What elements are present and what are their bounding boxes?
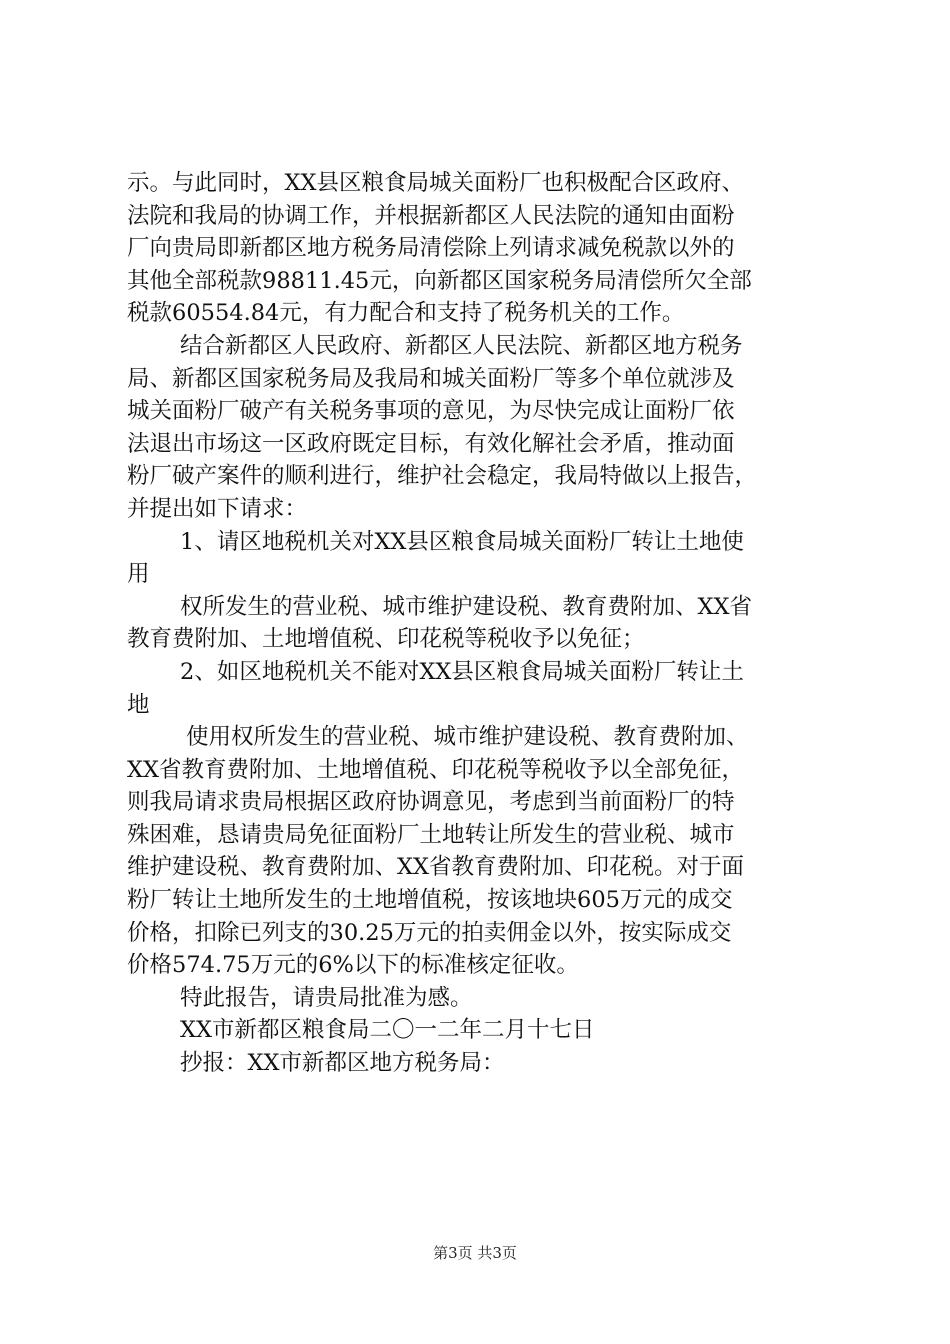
text-line: XX省教育费附加、土地增值税、印花税等税收予以全部免征， <box>127 756 745 783</box>
text-line: 城关面粉厂破产有关税务事项的意见，为尽快完成让面粉厂依 <box>127 398 735 425</box>
document-body <box>127 167 842 1080</box>
closing-line: 特此报告，请贵局批准为感。 <box>180 984 473 1011</box>
text-line: 粉厂破产案件的顺利进行，维护社会稳定，我局特做以上报告， <box>127 463 758 490</box>
text-line: 税款60554.84元，有力配合和支持了税务机关的工作。 <box>127 300 685 327</box>
text-line: 示。与此同时，XX县区粮食局城关面粉厂也积极配合区政府、 <box>127 170 745 196</box>
text-line: 法院和我局的协调工作，并根据新都区人民法院的通知由面粉 <box>127 202 735 229</box>
cc-line: 抄报：XX市新都区地方税务局： <box>180 1050 505 1077</box>
text-line: 地 <box>127 691 150 718</box>
request-item-2: 2、如区地税机关不能对XX县区粮食局城关面粉厂转让土 <box>180 658 744 685</box>
signature-date-line: XX市新都区粮食局二〇一二年二月十七日 <box>180 1017 595 1044</box>
text-line: 殊困难，恳请贵局免征面粉厂土地转让所发生的营业税、城市 <box>127 821 735 848</box>
text-line: 权所发生的营业税、城市维护建设税、教育费附加、XX省 <box>180 593 753 620</box>
text-line: 并提出如下请求： <box>127 495 308 522</box>
text-line: 粉厂转让土地所发生的土地增值税，按该地块605万元的成交 <box>127 887 733 914</box>
text-line: 教育费附加、土地增值税、印花税等税收予以免征； <box>127 626 645 653</box>
text-line: 价格574.75万元的6%以下的标准核定征收。 <box>127 952 579 979</box>
text-line: 用 <box>127 561 150 588</box>
text-line: 厂向贵局即新都区地方税务局清偿除上列请求减免税款以外的 <box>127 235 735 262</box>
paragraph-start-line: 结合新都区人民政府、新都区人民法院、新都区地方税务 <box>180 332 743 359</box>
request-item-1: 1、请区地税机关对XX县区粮食局城关面粉厂转让土地使 <box>180 528 744 555</box>
text-line: 则我局请求贵局根据区政府协调意见，考虑到当前面粉厂的特 <box>127 789 735 816</box>
page-footer: 第3页 共3页 <box>433 1244 517 1262</box>
text-line: 维护建设税、教育费附加、XX省教育费附加、印花税。对于面 <box>127 854 745 881</box>
text-line: 使用权所发生的营业税、城市维护建设税、教育费附加、 <box>186 724 749 751</box>
text-line: 价格，扣除已列支的30.25万元的拍卖佣金以外，按实际成交 <box>127 919 732 946</box>
text-line: 局、新都区国家税务局及我局和城关面粉厂等多个单位就涉及 <box>127 365 735 392</box>
text-line: 其他全部税款98811.45元，向新都区国家税务局清偿所欠全部 <box>127 267 752 294</box>
text-line: 法退出市场这一区政府既定目标，有效化解社会矛盾，推动面 <box>127 430 735 457</box>
